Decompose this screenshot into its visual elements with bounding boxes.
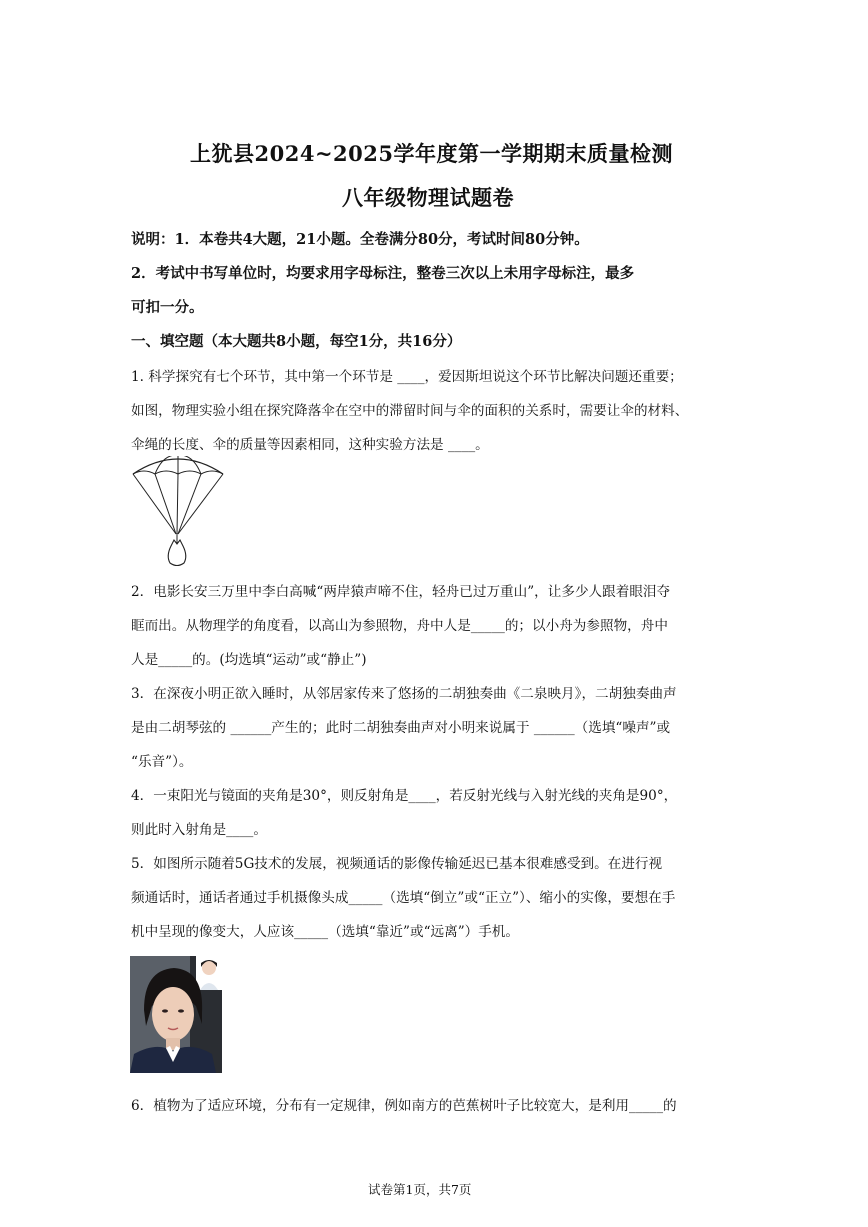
question-3-line-1: 3．在深夜小明正欲入睡时，从邻居家传来了悠扬的二胡独奏曲《二泉映月》，二胡独奏曲声: [131, 686, 677, 702]
question-6-line-1: 6．植物为了适应环境，分布有一定规律，例如南方的芭蕉树叶子比较宽大，是利用_____的: [131, 1098, 677, 1114]
question-5-line-3: 机中呈现的像变大，人应该_____（选填“靠近”或“远离”）手机。: [131, 924, 520, 940]
question-4-line-2: 则此时入射角是____。: [131, 822, 267, 838]
instructions-line-1: 说明：1．本卷共4大题，21小题。全卷满分80分，考试时间80分钟。: [131, 231, 589, 248]
parachute-figure: [130, 456, 226, 572]
question-3-line-3: “乐音”）。: [131, 754, 193, 770]
exam-subtitle: 八年级物理试题卷: [342, 185, 514, 210]
exam-title: 上犹县2024~2025学年度第一学期期末质量检测: [190, 141, 673, 166]
question-4-line-1: 4．一束阳光与镜面的夹角是30°，则反射角是____，若反射光线与入射光线的夹角是90°，: [131, 788, 678, 804]
question-1-line-2: 如图，物理实验小组在探究降落伞在空中的滞留时间与伞的面积的关系时，需要让伞的材料、: [131, 403, 689, 419]
section-heading-fill-in: 一、填空题（本大题共8小题，每空1分，共16分）: [131, 333, 462, 350]
page-footer: 试卷第1页，共7页: [368, 1182, 472, 1197]
video-call-illustration: [130, 956, 222, 1073]
question-2-line-2: 眶而出。从物理学的角度看，以高山为参照物，舟中人是_____的；以小舟为参照物，舟中: [131, 618, 668, 634]
question-5-line-1: 5．如图所示随着5G技术的发展，视频通话的影像传输延迟已基本很难感受到。在进行视: [131, 856, 663, 872]
question-1-line-1: 1. 科学探究有七个环节，其中第一个环节是 ____，爱因斯坦说这个环节比解决问题还重要；: [131, 369, 683, 385]
question-1-line-3: 伞绳的长度、伞的质量等因素相同，这种实验方法是 ____。: [131, 437, 489, 453]
question-2-line-1: 2．电影长安三万里中李白高喊“两岸猿声啼不住，轻舟已过万重山”，让多少人跟着眼泪夺: [131, 584, 671, 600]
video-call-photo: [130, 956, 222, 1073]
instructions-line-3: 可扣一分。: [131, 299, 204, 316]
question-2-line-3: 人是_____的。(均选填“运动”或“静止”): [131, 652, 367, 668]
instructions-line-2: 2．考试中书写单位时，均要求用字母标注，整卷三次以上未用字母标注，最多: [131, 265, 635, 282]
question-3-line-2: 是由二胡琴弦的 ______产生的；此时二胡独奏曲声对小明来说属于 ______（选填“噪声”或: [131, 720, 671, 736]
question-5-line-2: 频通话时，通话者通过手机摄像头成_____（选填“倒立”或“正立”）、缩小的实像，要想在手: [131, 890, 676, 906]
